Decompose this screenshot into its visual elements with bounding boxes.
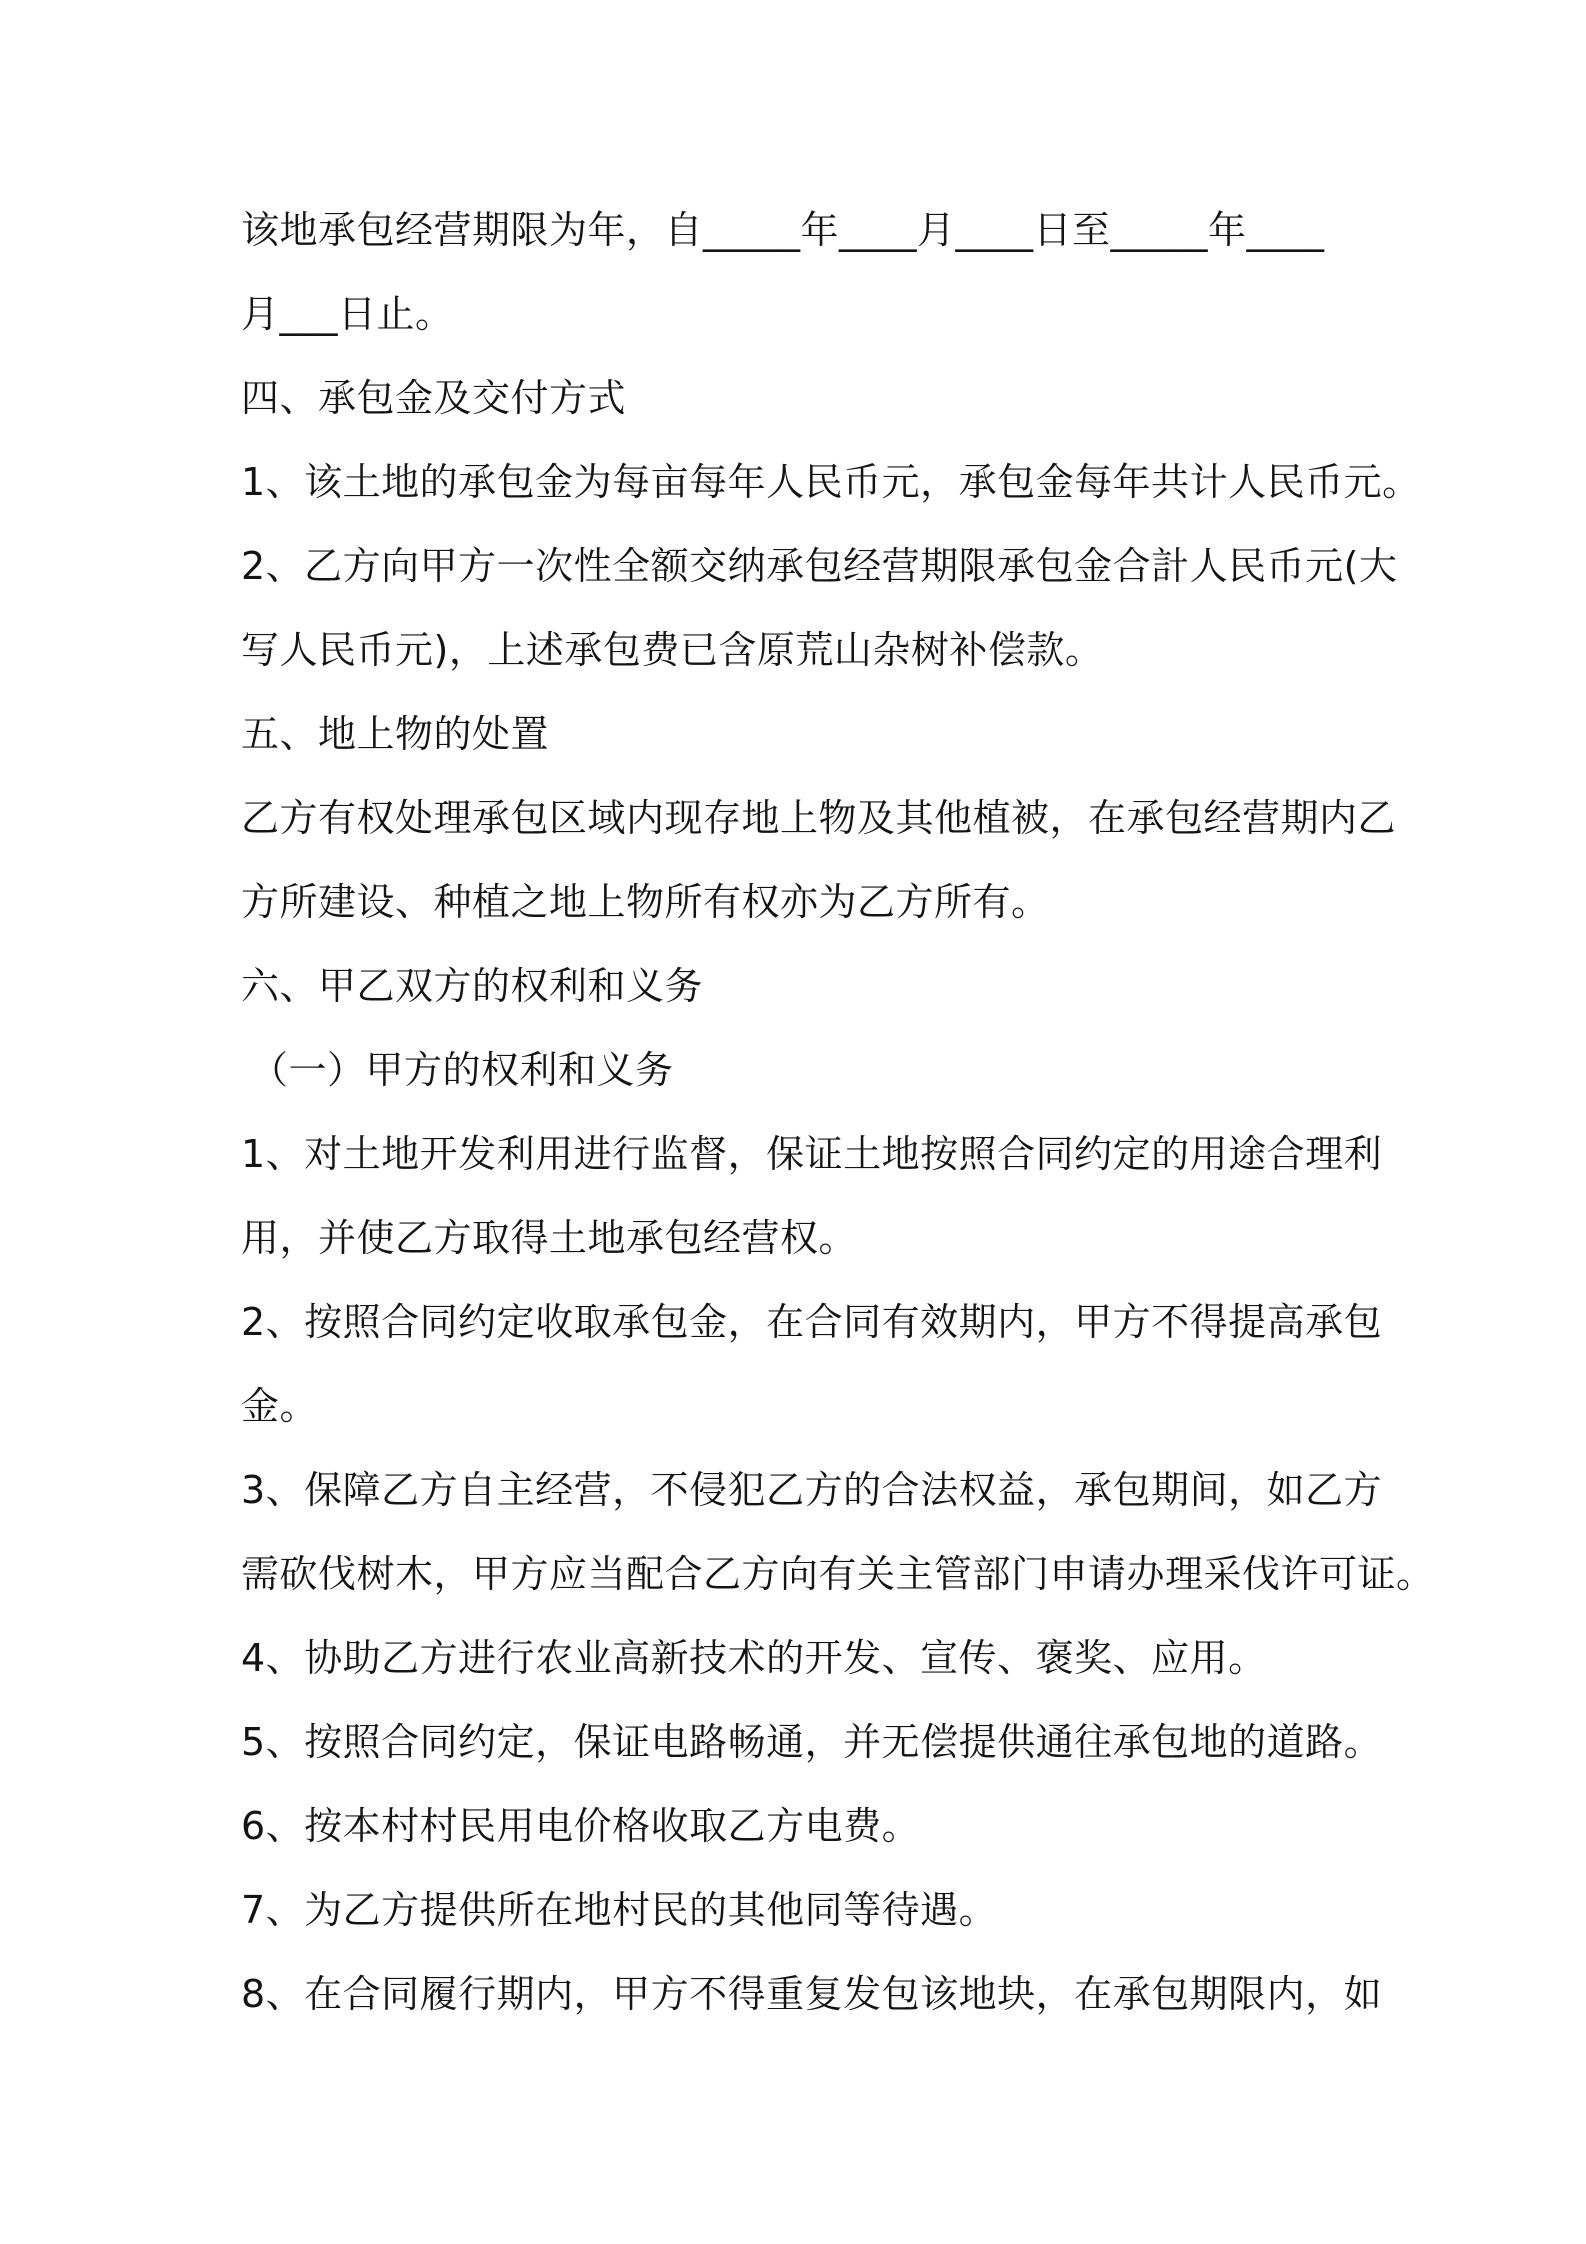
property-paragraph-cont: 方所建设、种植之地上物所有权亦为乙方所有。 [241, 880, 1050, 924]
rights-item-1: 1、对土地开发利用进行监督，保证土地按照合同约定的用途合理利 [241, 1132, 1383, 1176]
rights-item-6: 6、按本村村民用电价格收取乙方电费。 [241, 1804, 921, 1848]
rights-item-3-cont: 需砍伐树木，甲方应当配合乙方向有关主管部门申请办理采伐许可证。 [241, 1552, 1435, 1596]
rights-item-2-cont: 金。 [241, 1384, 319, 1428]
payment-item-1: 1、该土地的承包金为每亩每年人民币元，承包金每年共计人民币元。 [241, 460, 1421, 504]
payment-item-2-cont: 写人民币元)，上述承包费已含原荒山杂树补偿款。 [241, 628, 1104, 672]
property-paragraph: 乙方有权处理承包区域内现存地上物及其他植被，在承包经营期内乙 [241, 796, 1397, 840]
payment-item-2: 2、乙方向甲方一次性全额交纳承包经营期限承包金合計人民币元(大 [241, 544, 1398, 588]
rights-item-7: 7、为乙方提供所在地村民的其他同等待遇。 [241, 1888, 998, 1932]
subsection-heading-party-a: （一）甲方的权利和义务 [250, 1048, 674, 1092]
section-heading-payment: 四、承包金及交付方式 [241, 376, 627, 420]
section-heading-property: 五、地上物的处置 [241, 712, 550, 756]
rights-item-2: 2、按照合同约定收取承包金，在合同有效期内，甲方不得提高承包 [241, 1300, 1383, 1344]
rights-item-4: 4、协助乙方进行农业高新技术的开发、宣传、褒奖、应用。 [241, 1636, 1267, 1680]
rights-item-8: 8、在合同履行期内，甲方不得重复发包该地块，在承包期限内，如 [241, 1972, 1383, 2016]
section-heading-rights: 六、甲乙双方的权利和义务 [241, 964, 704, 1008]
rights-item-1-cont: 用，并使乙方取得土地承包经营权。 [241, 1216, 858, 1260]
rights-item-3: 3、保障乙方自主经营，不侵犯乙方的合法权益，承包期间，如乙方 [241, 1468, 1383, 1512]
rights-item-5: 5、按照合同约定，保证电路畅通，并无偿提供通往承包地的道路。 [241, 1720, 1383, 1764]
term-period-line-end: 月___日止。 [241, 292, 454, 336]
term-period-line: 该地承包经营期限为年，自_____年____月____日至_____年____ [241, 208, 1325, 252]
